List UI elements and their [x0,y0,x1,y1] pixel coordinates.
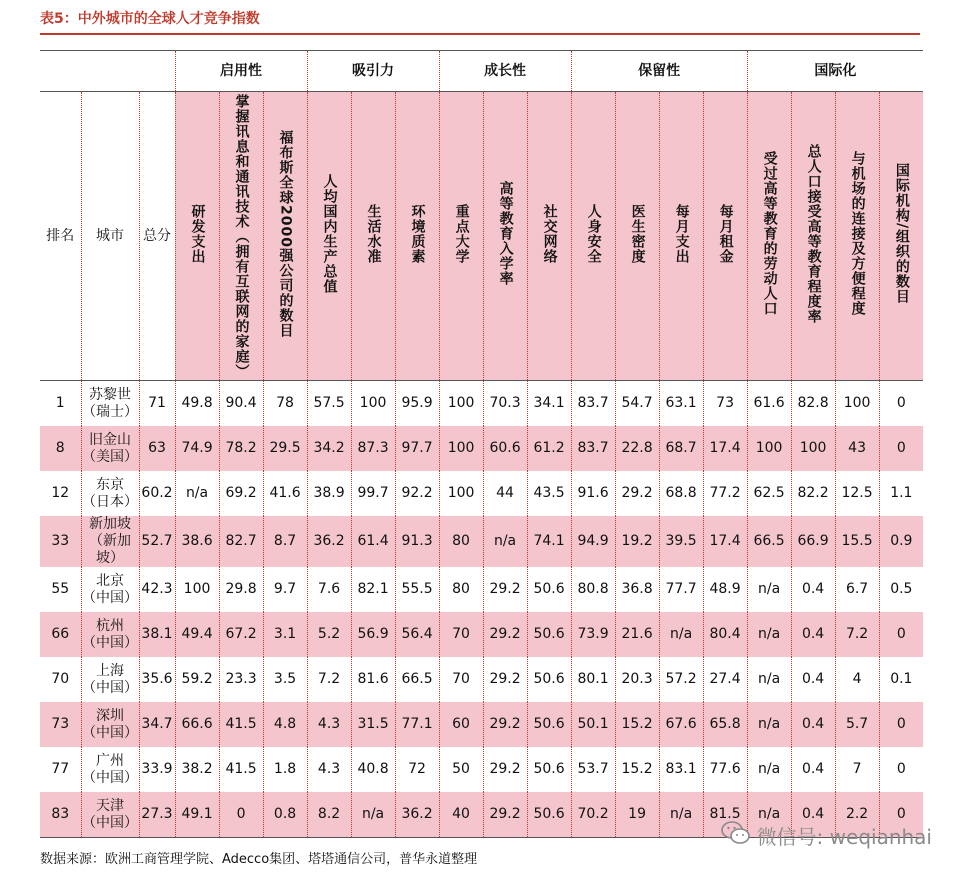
city-name: 东京 [96,476,124,493]
metric-value-cell: 36.2 [307,516,351,567]
metric-value-cell: 23.3 [219,657,263,702]
metric-value-cell: 77.6 [703,747,747,792]
metric-value-cell: 8.2 [307,792,351,838]
city-cell [81,471,139,516]
metric-value-cell: 22.8 [615,426,659,471]
column-header-city [81,92,139,381]
metric-value-cell: 15.2 [615,702,659,747]
table-row [40,702,923,747]
column-header-metric [571,92,615,381]
metric-value-cell: 44 [483,471,527,516]
city-country: （中国） [82,769,138,786]
metric-value-cell: 87.3 [351,426,395,471]
total-score-cell: 34.7 [139,702,175,747]
group-header-growth: 成长性 [439,51,571,92]
rank-cell: 66 [40,612,81,657]
metric-value-cell: 1.8 [263,747,307,792]
total-score-cell: 33.9 [139,747,175,792]
metric-value-cell: 67.2 [219,612,263,657]
metric-value-cell: 15.2 [615,747,659,792]
metric-value-cell: 90.4 [219,381,263,427]
column-header-metric [351,92,395,381]
metric-value-cell: 78 [263,381,307,427]
column-header-metric-label: 福布斯全球2000强公司的数目 [277,129,294,338]
metric-value-cell: 77.2 [703,471,747,516]
metric-value-cell: 57.2 [659,657,703,702]
column-header-total-label: 总分 [143,227,172,244]
column-header-metric [791,92,835,381]
city-cell [81,381,139,427]
column-header-metric [615,92,659,381]
metric-value-cell: 50.6 [527,612,571,657]
city-cell [81,516,139,567]
metric-value-cell: 80 [439,516,483,567]
metric-value-cell: 50.6 [527,792,571,838]
metric-value-cell: n/a [659,612,703,657]
metric-value-cell: 66.6 [175,702,219,747]
metric-value-cell: 62.5 [747,471,791,516]
city-country: （美国） [82,448,138,465]
metric-value-cell: 73.9 [571,612,615,657]
metric-value-cell: 0 [879,381,923,427]
metric-value-cell: 0.8 [263,792,307,838]
metric-value-cell: 4 [835,657,879,702]
metric-value-cell: 95.9 [395,381,439,427]
metric-value-cell: 0 [219,792,263,838]
group-header-blank [40,51,175,92]
metric-value-cell: 100 [791,426,835,471]
total-score-cell: 52.7 [139,516,175,567]
metric-value-cell: 69.2 [219,471,263,516]
column-header-metric [835,92,879,381]
city-name: 新加坡 [89,516,131,532]
column-header-metric [483,92,527,381]
metric-value-cell: 29.8 [219,567,263,612]
metric-value-cell: 0 [879,702,923,747]
column-header-metric-label: 掌握讯息和通讯技术（拥有互联网的家庭） [233,93,250,379]
metric-value-cell: 100 [439,471,483,516]
metric-value-cell: 83.7 [571,381,615,427]
column-header-metric [307,92,351,381]
metric-value-cell: 53.7 [571,747,615,792]
metric-value-cell: n/a [351,792,395,838]
metric-value-cell: 100 [747,426,791,471]
rank-cell: 33 [40,516,81,567]
metric-value-cell: 78.2 [219,426,263,471]
metric-value-cell: 77.1 [395,702,439,747]
metric-value-cell: 73 [703,381,747,427]
metric-value-cell: 40.8 [351,747,395,792]
metric-value-cell: 49.4 [175,612,219,657]
metric-value-cell: 91.6 [571,471,615,516]
column-header-metric [703,92,747,381]
metric-value-cell: 60 [439,702,483,747]
metric-value-cell: 0 [879,426,923,471]
metric-value-cell: 8.7 [263,516,307,567]
total-score-cell: 35.6 [139,657,175,702]
group-header-retention: 保留性 [571,51,747,92]
metric-value-cell: 74.9 [175,426,219,471]
table-row [40,567,923,612]
city-cell [81,747,139,792]
metric-value-cell: 91.3 [395,516,439,567]
rank-cell: 55 [51,581,70,597]
column-header-metric-label: 环境质素 [409,203,426,264]
column-header-metric-label: 医生密度 [629,203,646,264]
column-header-metric-label: 总人口接受高等教育程度率 [805,143,822,324]
metric-value-cell: 0.5 [879,567,923,612]
table-row [40,612,923,657]
metric-value-cell: 67.6 [659,702,703,747]
metric-value-cell: 83.1 [659,747,703,792]
column-header-metric-label: 人身安全 [585,203,602,264]
metric-value-cell: 70 [439,612,483,657]
metric-value-cell: 100 [175,567,219,612]
column-header-metric-label: 研发支出 [189,203,206,264]
table-body [40,381,923,838]
metric-value-cell: 61.4 [351,516,395,567]
metric-value-cell: 38.2 [175,747,219,792]
city-country: （中国） [82,679,138,696]
metric-value-cell: 43 [835,426,879,471]
column-header-total [139,92,175,381]
column-header-metric-label: 受过高等教育的劳动人口 [761,151,778,316]
metric-value-cell: 80.8 [571,567,615,612]
metric-value-cell: 100 [835,381,879,427]
metric-value-cell: 15.5 [835,516,879,567]
city-name: 天津 [96,797,124,814]
column-header-metric [263,92,307,381]
metric-value-cell: 21.6 [615,612,659,657]
column-header-metric [747,92,791,381]
metric-value-cell: 29.2 [483,702,527,747]
metric-value-cell: 41.5 [219,702,263,747]
metric-value-cell: 100 [351,381,395,427]
metric-header-row [40,92,923,381]
metric-value-cell: 0.4 [791,792,835,838]
metric-value-cell: 29.2 [483,792,527,838]
column-header-metric-label: 与机场的连接及方便程度 [849,151,866,316]
source-note: 数据来源：欧洲工商管理学院、Adecco集团、塔塔通信公司，普华永道整理 [40,852,478,867]
metric-value-cell: 49.1 [175,792,219,838]
metric-value-cell: 50 [439,747,483,792]
metric-value-cell: 0.4 [791,612,835,657]
metric-value-cell: 54.7 [615,381,659,427]
metric-value-cell: 41.6 [263,471,307,516]
city-country: （日本） [82,493,138,510]
metric-value-cell: 80.4 [703,612,747,657]
metric-value-cell: 7.2 [307,657,351,702]
metric-value-cell: 55.5 [395,567,439,612]
metric-value-cell: 63.1 [659,381,703,427]
metric-value-cell: 3.5 [263,657,307,702]
metric-value-cell: 31.5 [351,702,395,747]
total-score-cell: 42.3 [139,567,175,612]
table-row [40,657,923,702]
metric-value-cell: 36.2 [395,792,439,838]
city-country: （中国） [82,589,138,606]
table-row [40,516,923,567]
city-name: 杭州 [96,617,124,634]
metric-value-cell: 38.9 [307,471,351,516]
metric-value-cell: 57.5 [307,381,351,427]
column-header-metric-label: 社交网络 [541,203,558,264]
metric-value-cell: 99.7 [351,471,395,516]
metric-value-cell: 4.3 [307,702,351,747]
metric-value-cell: 50.1 [571,702,615,747]
metric-value-cell: 41.5 [219,747,263,792]
metric-value-cell: 17.4 [703,516,747,567]
wechat-watermark [721,820,932,851]
metric-value-cell: 82.8 [791,381,835,427]
rank-cell: 73 [40,702,81,747]
metric-value-cell: 82.2 [791,471,835,516]
metric-value-cell: 74.1 [527,516,571,567]
metric-value-cell: 50.6 [527,567,571,612]
metric-value-cell: 2.2 [835,792,879,838]
column-header-rank [40,92,81,381]
metric-value-cell: n/a [659,792,703,838]
metric-value-cell: 29.5 [263,426,307,471]
metric-value-cell: 3.1 [263,612,307,657]
metric-value-cell: 7.6 [307,567,351,612]
metric-value-cell: 29.2 [615,471,659,516]
table-row [40,471,923,516]
group-header-attraction: 吸引力 [307,51,439,92]
metric-value-cell: 83.7 [571,426,615,471]
column-header-metric-label: 每月租金 [717,203,734,264]
metric-value-cell: 17.4 [703,426,747,471]
total-score-cell: 60.2 [139,471,175,516]
title-divider [40,33,920,35]
rank-cell: 12 [51,485,70,501]
column-header-metric [879,92,923,381]
metric-value-cell: 80 [439,567,483,612]
talent-competitiveness-table [40,50,923,838]
metric-value-cell: 19.2 [615,516,659,567]
metric-value-cell: n/a [175,471,219,516]
metric-value-cell: 7.2 [835,612,879,657]
table-row [40,747,923,792]
metric-value-cell: 50.6 [527,657,571,702]
metric-value-cell: 39.5 [659,516,703,567]
metric-value-cell: 70.3 [483,381,527,427]
rank-cell: 1 [55,395,65,411]
city-country: （瑞士） [82,403,138,420]
city-name: 上海 [96,662,124,679]
rank-cell: 77 [51,761,70,777]
metric-value-cell: 50.6 [527,747,571,792]
rank-cell: 8 [40,426,81,471]
metric-value-cell: 68.7 [659,426,703,471]
metric-value-cell: 5.7 [835,702,879,747]
column-header-metric-label: 高等教育入学率 [497,181,514,286]
column-header-metric-label: 生活水准 [365,203,382,264]
total-score-cell: 63 [139,426,175,471]
city-country: （新加坡） [89,533,131,566]
metric-value-cell: 56.9 [351,612,395,657]
metric-value-cell: 1.1 [879,471,923,516]
metric-value-cell: 81.5 [703,792,747,838]
metric-value-cell: 82.7 [219,516,263,567]
metric-value-cell: n/a [747,747,791,792]
column-header-metric-label: 人均国内生产总值 [321,173,338,294]
metric-value-cell: 12.5 [835,471,879,516]
group-header-enablement: 启用性 [175,51,307,92]
metric-value-cell: 80.1 [571,657,615,702]
metric-value-cell: n/a [747,792,791,838]
metric-value-cell: n/a [747,702,791,747]
metric-value-cell: 0.4 [791,657,835,702]
rank-cell: 83 [40,792,81,838]
metric-value-cell: 0 [879,792,923,838]
city-name: 苏黎世 [89,386,131,403]
metric-value-cell: 59.2 [175,657,219,702]
metric-value-cell: 29.2 [483,657,527,702]
metric-value-cell: 4.8 [263,702,307,747]
group-header-globalization: 国际化 [747,51,923,92]
metric-value-cell: 70.2 [571,792,615,838]
rank-cell: 70 [51,671,70,687]
metric-value-cell: 61.6 [747,381,791,427]
column-header-metric-label: 每月支出 [673,203,690,264]
metric-value-cell: 81.6 [351,657,395,702]
watermark-text: 微信号: weqianhai [756,825,932,849]
metric-value-cell: 66.5 [747,516,791,567]
table-title: 表5：中外城市的全球人才竞争指数 [40,11,260,27]
metric-value-cell: 100 [439,381,483,427]
city-cell [81,567,139,612]
metric-value-cell: 0 [879,612,923,657]
metric-value-cell: 9.7 [263,567,307,612]
metric-value-cell: 66.5 [395,657,439,702]
column-header-rank-label: 排名 [46,227,75,244]
metric-value-cell: 0 [879,747,923,792]
metric-value-cell: 50.6 [527,702,571,747]
metric-value-cell: 61.2 [527,426,571,471]
total-score-cell: 71 [139,381,175,427]
metric-value-cell: 97.7 [395,426,439,471]
metric-value-cell: 7 [835,747,879,792]
metric-value-cell: 36.8 [615,567,659,612]
column-header-metric [219,92,263,381]
city-cell [81,426,139,471]
metric-value-cell: n/a [747,567,791,612]
metric-value-cell: 70 [439,657,483,702]
metric-value-cell: 77.7 [659,567,703,612]
column-header-metric [527,92,571,381]
metric-value-cell: 92.2 [395,471,439,516]
metric-value-cell: 68.8 [659,471,703,516]
wechat-icon [721,820,751,851]
metric-value-cell: 34.2 [307,426,351,471]
metric-value-cell: 4.3 [307,747,351,792]
metric-value-cell: 49.8 [175,381,219,427]
city-name: 旧金山 [89,431,131,448]
metric-value-cell: 40 [439,792,483,838]
column-header-metric [659,92,703,381]
metric-value-cell: 5.2 [307,612,351,657]
metric-value-cell: 100 [439,426,483,471]
metric-value-cell: 20.3 [615,657,659,702]
metric-value-cell: 19 [615,792,659,838]
metric-value-cell: 6.7 [835,567,879,612]
column-header-metric [175,92,219,381]
metric-value-cell: 0.4 [791,747,835,792]
metric-value-cell: n/a [747,612,791,657]
metric-value-cell: 43.5 [527,471,571,516]
city-country: （中国） [82,634,138,651]
table-row [40,381,923,427]
city-cell [81,792,139,838]
city-country: （中国） [82,724,138,741]
city-name: 北京 [96,572,124,589]
metric-value-cell: 29.2 [483,567,527,612]
metric-value-cell: 0.9 [879,516,923,567]
metric-value-cell: n/a [483,516,527,567]
metric-value-cell: 0.1 [879,657,923,702]
metric-value-cell: 72 [395,747,439,792]
city-cell [81,657,139,702]
city-name: 广州 [96,752,124,769]
metric-value-cell: 29.2 [483,612,527,657]
total-score-cell: 27.3 [139,792,175,838]
city-cell [81,612,139,657]
group-header-row [40,51,923,92]
metric-value-cell: n/a [747,657,791,702]
metric-value-cell: 29.2 [483,747,527,792]
metric-value-cell: 65.8 [703,702,747,747]
table-row [40,426,923,471]
city-name: 深圳 [96,707,124,724]
metric-value-cell: 60.6 [483,426,527,471]
metric-value-cell: 27.4 [703,657,747,702]
column-header-city-label: 城市 [96,227,124,244]
column-header-metric [439,92,483,381]
total-score-cell: 38.1 [139,612,175,657]
metric-value-cell: 0.4 [791,567,835,612]
city-cell [81,702,139,747]
metric-value-cell: 56.4 [395,612,439,657]
column-header-metric [395,92,439,381]
metric-value-cell: 34.1 [527,381,571,427]
metric-value-cell: 38.6 [175,516,219,567]
metric-value-cell: 66.9 [791,516,835,567]
metric-value-cell: 0.4 [791,702,835,747]
column-header-metric-label: 重点大学 [453,203,470,264]
metric-value-cell: 82.1 [351,567,395,612]
column-header-metric-label: 国际机构/组织的数目 [893,162,910,305]
metric-value-cell: 94.9 [571,516,615,567]
city-country: （中国） [82,814,138,831]
metric-value-cell: 48.9 [703,567,747,612]
